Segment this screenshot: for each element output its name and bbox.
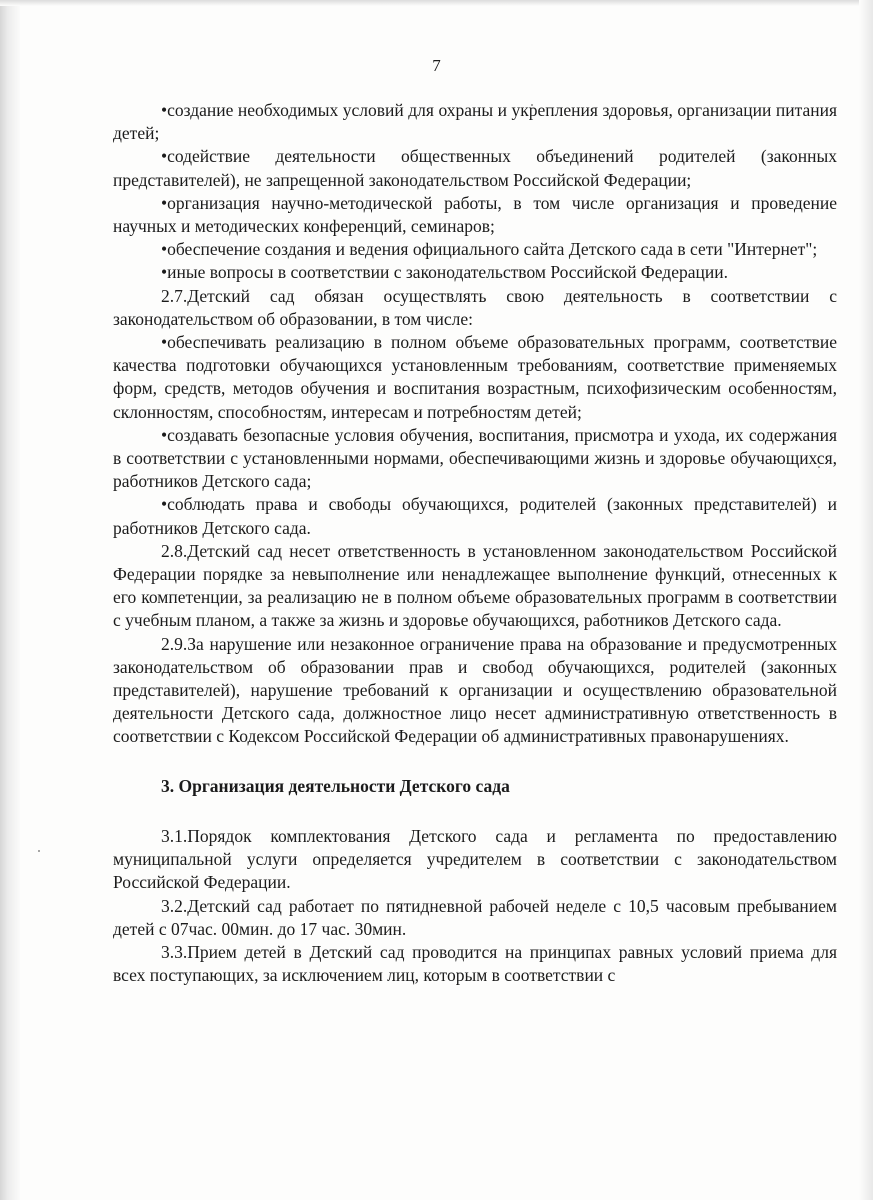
scan-shadow-right — [859, 0, 873, 1200]
bullet-methodical-work: •организация научно-методической работы, в том числе организация и проведение научных и методических конференций, семинаров; — [113, 192, 837, 237]
bullet-safe-conditions: •создавать безопасные условия обучения, воспитания, присмотра и ухода, их содержания в соответствии с установленными нормами, обеспечивающими жизнь и здоровье обучающихся, работников Детского сада; — [113, 424, 837, 492]
bullet-health-conditions: •создание необходимых условий для охраны и укрепления здоровья, организации питания детей; — [113, 100, 837, 144]
scan-speck — [38, 850, 40, 852]
document-body — [113, 99, 837, 987]
clause-3-1: 3.1.Порядок комплектования Детского сада и регламента по предоставлению муниципальной услуги определяется учредителем в соответствии с законодательством Российской Федерации. — [113, 825, 837, 893]
scan-shadow-left — [0, 0, 20, 1200]
bullet-other-questions: •иные вопросы в соответствии с законодательством Российской Федерации. — [161, 262, 728, 283]
clause-3-2: 3.2.Детский сад работает по пятидневной рабочей неделе с 10,5 часовым пребыванием детей с 07час. 00мин. до 17 час. 30мин. — [113, 895, 837, 939]
clause-2-8: 2.8.Детский сад несет ответственность в установленном законодательством Российской Федерации порядке за невыполнение или ненадлежащее выполнение функций, отнесенных к его компетенции, за реализацию не в полном объеме образовательных программ в соответствии с учебным планом, а также за жизнь и здоровье обучающихся, работников Детского сада. — [113, 540, 837, 631]
bullet-respect-rights: •соблюдать права и свободы обучающихся, родителей (законных представителей) и работников Детского сада. — [113, 494, 837, 538]
page-number: 7 — [432, 56, 441, 75]
scan-shadow-top — [0, 0, 873, 6]
clause-2-9: 2.9.За нарушение или незаконное ограничение права на образование и предусмотренных законодательством об образовании прав и свобод обучающихся, родителей (законных представителей), нарушение требований к организации и осуществлению образовательной деятельности Детского сада, должностное лицо несет административную ответственность в соответствии с Кодексом Российской Федерации об административных правонарушениях. — [113, 633, 837, 747]
clause-3-3: 3.3.Прием детей в Детский сад проводится на принципах равных условий приема для всех поступающих, за исключением лиц, которым в соответствии с — [113, 941, 837, 986]
bullet-parent-associations: •содействие деятельности общественных объединений родителей (законных представителей), не запрещенной законодательством Российской Федерации; — [113, 146, 837, 190]
bullet-implement-programs: •обеспечивать реализацию в полном объеме образовательных программ, соответствие качества подготовки обучающихся установленным требованиям, соответствие применяемых форм, средств, методов обучения и воспитания возрастным, психофизическим особенностям, склонностям, способностям, интересам и потребностям детей; — [113, 332, 837, 422]
clause-2-7: 2.7.Детский сад обязан осуществлять свою деятельность в соответствии с законодательством об образовании, в том числе: — [113, 285, 837, 329]
section-heading: 3. Организация деятельности Детского сада — [161, 775, 510, 796]
bullet-official-website: •обеспечение создания и ведения официального сайта Детского сада в сети "Интернет"; — [161, 239, 818, 260]
